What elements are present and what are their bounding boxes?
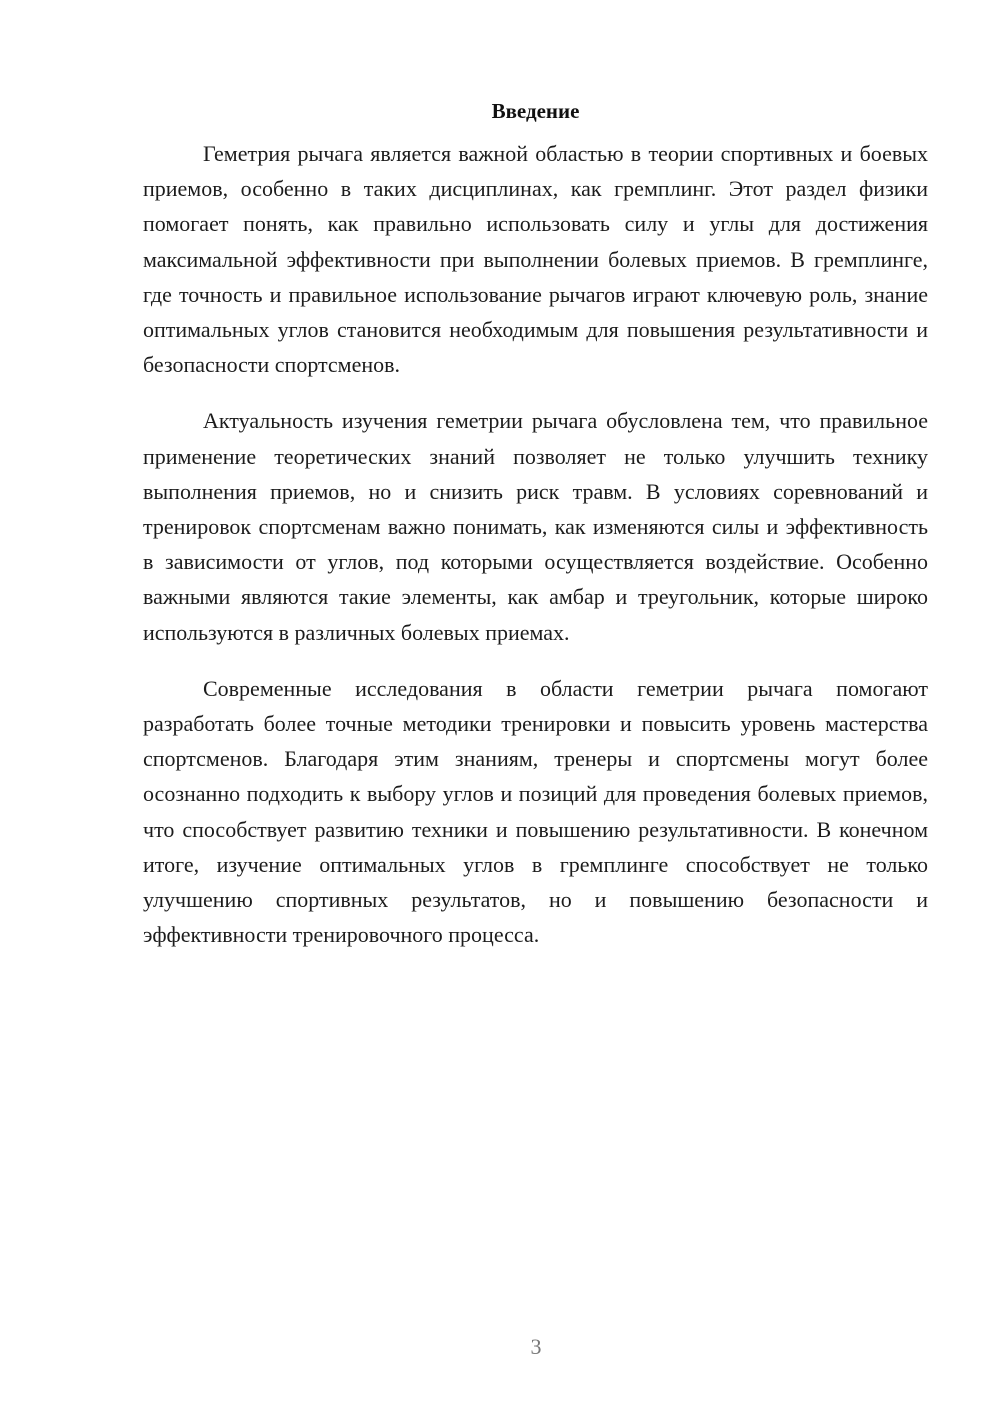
- page-content: [143, 96, 928, 973]
- paragraph-1: Геметрия рычага является важной областью в теории спортивных и боевых приемов, особенно в таких дисциплинах, как гремплинг. Этот раздел физики помогает понять, как правильно использовать силу и углы для достижения максимальной эффективности при выполнении болевых приемов. В гремплинге, где точность и правильное использование рычагов играют ключевую роль, знание оптимальных углов становится необходимым для повышения результативности и безопасности спортсменов.: [143, 141, 928, 378]
- paragraph-2: Актуальность изучения геметрии рычага обусловлена тем, что правильное применение теоретических знаний позволяет не только улучшить технику выполнения приемов, но и снизить риск травм. В условиях соревнований и тренировок спортсменам важно понимать, как изменяются силы и эффективность в зависимости от углов, под которыми осуществляется воздействие. Особенно важными являются такие элементы, как амбар и треугольник, которые широко используются в различных болевых приемах.: [143, 408, 928, 645]
- paragraph-3: Современные исследования в области геметрии рычага помогают разработать более точные методики тренировки и повысить уровень мастерства спортсменов. Благодаря этим знаниям, тренеры и спортсмены могут более осознанно подходить к выбору углов и позиций для проведения болевых приемов, что способствует развитию техники и повышению результативности. В конечном итоге, изучение оптимальных углов в гремплинге способствует не только улучшению спортивных результатов, но и повышению безопасности и эффективности тренировочного процесса.: [143, 675, 928, 948]
- section-heading: Введение: [491, 99, 580, 123]
- page-number: 3: [530, 1334, 542, 1359]
